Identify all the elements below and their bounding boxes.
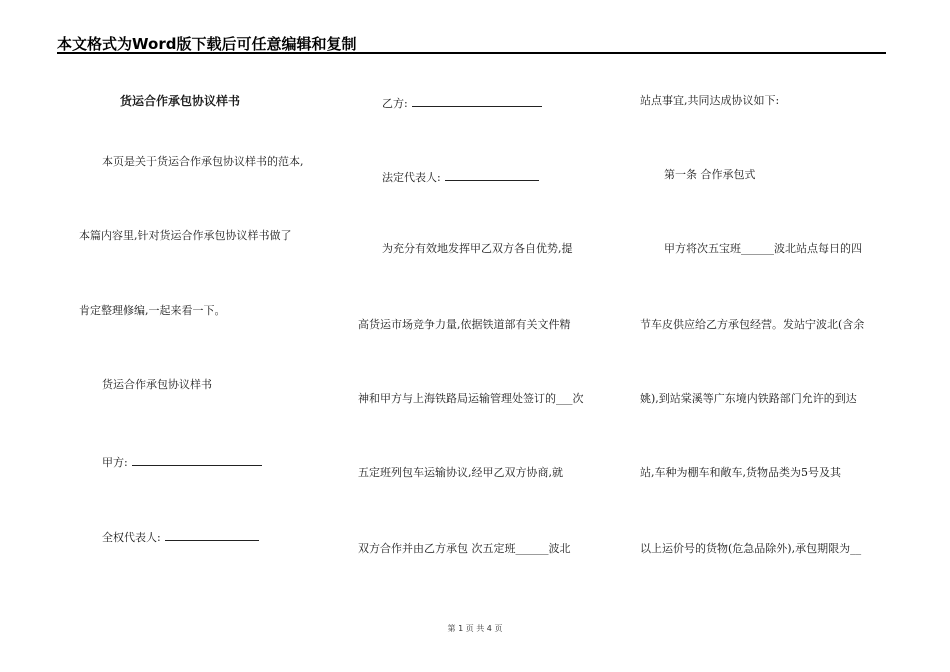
party-b-blank	[412, 94, 542, 107]
article1-title: 第一条 合作承包式	[664, 168, 756, 181]
authorized-rep-label: 全权代表人:	[102, 531, 161, 544]
legal-rep-row	[382, 168, 539, 185]
page-number: 第 1 页 共 4 页	[447, 624, 503, 633]
document-header-title: 本文格式为Word版下载后可任意编辑和复制	[57, 35, 357, 53]
party-a-row	[102, 453, 262, 470]
intro-line-3: 肯定整理修编,一起来看一下。	[79, 304, 226, 317]
para1-line-3: 神和甲方与上海铁路局运输管理处签订的___次	[358, 392, 584, 405]
intro-line-1: 本页是关于货运合作承包协议样书的范本,	[102, 155, 304, 168]
article1-line-4: 站,车种为棚车和敞车,货物品类为5号及其	[640, 466, 841, 479]
header-divider	[57, 52, 886, 54]
party-a-label: 甲方:	[102, 456, 128, 469]
para1-line-2: 高货运市场竞争力量,依据铁道部有关文件精	[358, 318, 571, 331]
para1-line-1: 为充分有效地发挥甲乙双方各自优势,提	[382, 242, 573, 255]
party-a-blank	[132, 453, 262, 466]
legal-rep-label: 法定代表人:	[382, 171, 441, 184]
party-b-label: 乙方:	[382, 97, 408, 110]
para1-line-5: 双方合作并由乙方承包 次五定班______波北	[358, 542, 571, 555]
party-b-row	[382, 94, 542, 111]
legal-rep-blank	[445, 168, 539, 181]
agreement-subtitle: 货运合作承包协议样书	[102, 378, 212, 391]
para1-line-4: 五定班列包车运输协议,经甲乙双方协商,就	[358, 466, 563, 479]
authorized-rep-blank	[165, 528, 259, 541]
article1-line-3: 姚),到站棠溪等广东境内铁路部门允许的到达	[640, 392, 857, 405]
article1-line-5: 以上运价号的货物(危急品除外),承包期限为__	[640, 542, 862, 555]
para1-line-6: 站点事宜,共同达成协议如下:	[640, 94, 780, 107]
article1-line-2: 节车皮供应给乙方承包经营。发站宁波北(含余	[640, 318, 865, 331]
intro-line-2: 本篇内容里,针对货运合作承包协议样书做了	[79, 229, 292, 242]
document-title: 货运合作承包协议样书	[120, 94, 241, 108]
authorized-rep-row	[102, 528, 259, 545]
article1-line-1: 甲方将次五宝班______波北站点每日的四	[664, 242, 862, 255]
